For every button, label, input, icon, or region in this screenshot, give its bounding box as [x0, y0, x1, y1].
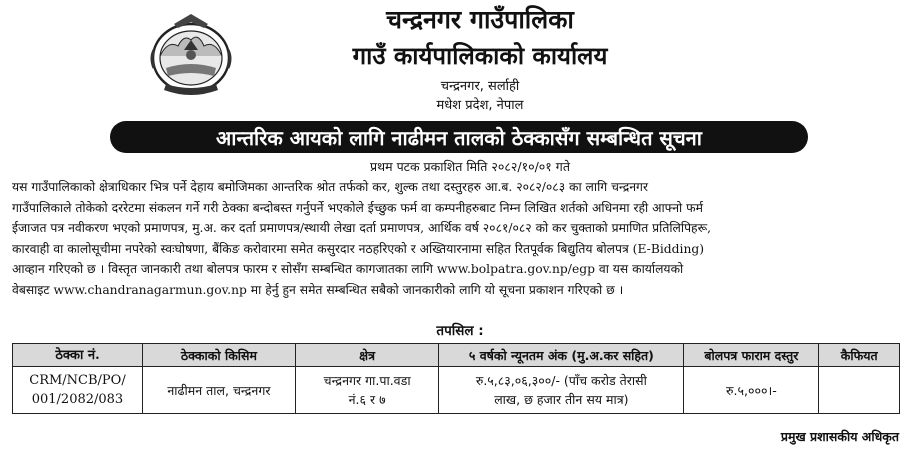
col-remarks: कैफियत	[819, 344, 900, 367]
col-area: क्षेत्र	[295, 344, 438, 367]
notice-banner-text: आन्तरिक आयको लागि नाढीमन तालको ठेक्कासँग सम्बन्धित सूचना	[216, 125, 702, 150]
table-row	[13, 367, 900, 414]
amount-line-2: लाख, छ हजार तीन सय मात्र)	[494, 392, 629, 407]
cell-bid-fee: रु.५,०००।-	[684, 367, 819, 414]
cell-contract-type: नाढीमन ताल, चन्द्रनगर	[142, 367, 295, 414]
cell-remarks	[819, 367, 900, 414]
publication-date: प्रथम पटक प्रकाशित मिति २०८२/१०/०१ गते	[370, 159, 570, 174]
table-header-row	[13, 344, 900, 367]
office-name: गाउँ कार्यपालिकाको कार्यालय	[352, 42, 608, 70]
body-line: ईजाजत पत्र नवीकरण भएको प्रमाणपत्र, मु.अ. कर दर्ता प्रमाणपत्र/स्थायी लेखा दर्ता प्रमाणपत्र, आर्थिक वर्ष २०८१/०८२ को कर चुक्ताको प्रमाणित प्रतिलिपिहरू,	[12, 221, 712, 235]
col-minimum-amount: ५ वर्षको न्यूनतम अंक (मु.अ.कर सहित)	[439, 344, 684, 367]
contract-table	[12, 343, 900, 414]
body-line: गाउँपालिकाले तोकेको दररेटमा संकलन गर्ने गरी ठेक्का बन्दोबस्त गर्नुपर्ने भएकोले ईच्छुक फर्म वा कम्पनीहरुबाट निम्न लिखित शर्तको अधिनमा रही आफ्नो फर्म	[12, 200, 703, 215]
nepal-emblem-icon	[146, 10, 236, 100]
notice-banner	[110, 121, 808, 153]
municipality-name: चन्द्रनगर गाउँपालिका	[386, 5, 574, 34]
area-line-1: चन्द्रनगर गा.पा.वडा	[323, 373, 411, 388]
address-line-2: मधेश प्रदेश, नेपाल	[436, 98, 524, 113]
body-line: यस गाउँपालिकाको क्षेत्राधिकार भित्र पर्ने देहाय बमोजिमका आन्तरिक श्रोत तर्फको कर, शुल्क तथा दस्तुरहरु आ.ब. २०८२/०८३ का लागि चन्द्रनगर	[12, 180, 648, 194]
cell-minimum-amount	[439, 367, 684, 414]
schedule-heading: तपसिल :	[436, 323, 484, 339]
notice-body	[12, 177, 900, 300]
signatory-title: प्रमुख प्रशासकीय अधिकृत	[780, 429, 899, 444]
contract-no-line-1: CRM/NCB/PO/	[29, 373, 126, 388]
area-line-2: नं.६ र ७	[348, 392, 386, 407]
col-contract-type: ठेक्काको किसिम	[142, 344, 295, 367]
col-bid-fee: बोलपत्र फाराम दस्तुर	[684, 344, 819, 367]
body-line: वेबसाइट www.chandranagarmun.gov.np मा हेर्नु हुन समेत सम्बन्धित सबैको जानकारीको लागि यो सूचना प्रकाशन गरिएको छ ।	[12, 282, 624, 297]
body-line: कारवाही वा कालोसूचीमा नपरेको स्वःघोषणा, बैंकिङ करोवारमा समेत कसुरदार नठहरिएको र अख्तियारनामा सहित रितपूर्वक बिद्युतिय बोलपत्र (E-Bidding)	[12, 241, 705, 256]
amount-line-1: रु.५,८३,०६,३००/- (पाँच करोड तेरासी	[475, 373, 647, 388]
address-line-1: चन्द्रनगर, सर्लाही	[440, 79, 520, 94]
cell-area	[295, 367, 438, 414]
col-contract-no: ठेक्का नं.	[13, 344, 143, 367]
cell-contract-no	[13, 367, 143, 414]
contract-no-line-2: 001/2082/083	[31, 392, 124, 407]
body-line: आव्हान गरिएको छ । विस्तृत जानकारी तथा बोलपत्र फारम र सोसँग सम्बन्धित कागजातका लागि www.bolpatra.gov.np/egp वा यस कार्यालयको	[12, 262, 684, 276]
